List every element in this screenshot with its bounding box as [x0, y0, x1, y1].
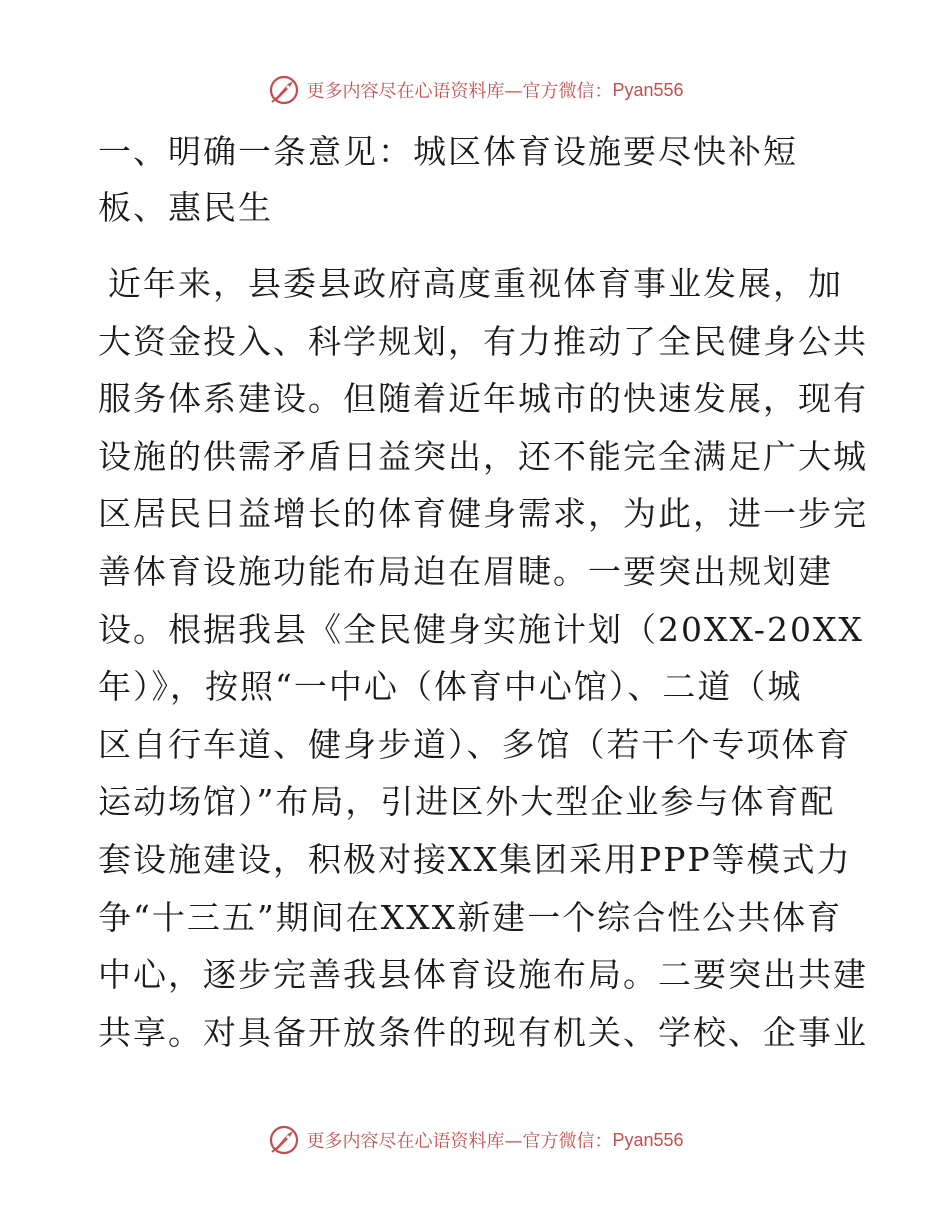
heading-line: 一、明确一条意见：城区体育设施要尽快补短: [98, 132, 798, 171]
paragraph-line: 近年来，县委县政府高度重视体育事业发展，加: [108, 264, 843, 303]
section-heading: [98, 124, 858, 236]
paragraph-line: 设施的供需矛盾日益突出，还不能完全满足广大城: [98, 436, 868, 476]
watermark-account: Pyan556: [612, 79, 684, 100]
paragraph-line: 争“十三五”期间在XXX新建一个综合性公共体育: [98, 897, 843, 937]
watermark-header: [0, 68, 950, 112]
paragraph-line: 中心，逐步完善我县体育设施布局。二要突出共建: [98, 955, 868, 995]
paragraph-line: 共享。对具备开放条件的现有机关、学校、企事业: [98, 1012, 868, 1052]
paragraph-line: 区居民日益增长的体育健身需求，为此，进一步完: [98, 494, 868, 534]
watermark-account: Pyan556: [612, 1129, 684, 1150]
paragraph-line: 设。根据我县《全民健身实施计划（20XX-20XX: [98, 609, 864, 649]
body-paragraph: [98, 255, 868, 1061]
pen-nib-logo-icon: [266, 1122, 302, 1158]
paragraph-line: 服务体系建设。但随着近年城市的快速发展，现有: [98, 379, 868, 419]
paragraph-line: 善体育设施功能布局迫在眉睫。一要突出规划建: [98, 551, 833, 591]
paragraph-line: 大资金投入、科学规划，有力推动了全民健身公共: [98, 321, 868, 361]
paragraph-line: 区自行车道、健身步道）、多馆（若干个专项体育: [98, 724, 852, 764]
paragraph-line: 运动场馆）”布局，引进区外大型企业参与体育配: [98, 782, 836, 822]
watermark-footer: [0, 1118, 950, 1162]
pen-nib-logo-icon: [266, 72, 302, 108]
paragraph-line: 年）》，按照“一中心（体育中心馆）、二道（城: [98, 667, 803, 707]
paragraph-line: 套设施建设，积极对接XX集团采用PPP等模式力: [98, 839, 852, 879]
watermark-brand-text: 更多内容尽在心语资料库—官方微信：: [306, 1131, 613, 1152]
heading-line: 板、惠民生: [98, 188, 273, 227]
watermark-brand-text: 更多内容尽在心语资料库—官方微信：: [306, 81, 613, 102]
